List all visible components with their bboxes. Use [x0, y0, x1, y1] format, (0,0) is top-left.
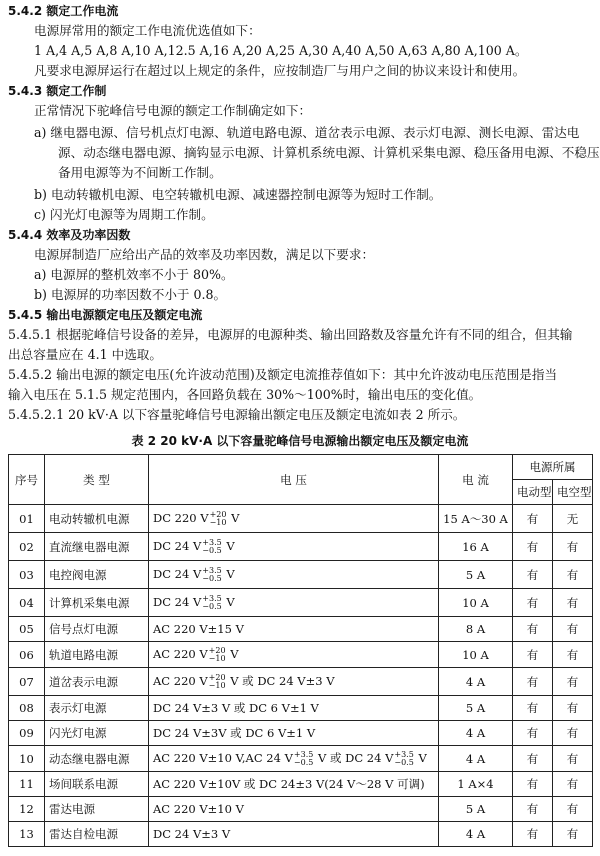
- table-row: [9, 746, 593, 772]
- table-row: [9, 533, 593, 561]
- output-voltage-current-table: [8, 454, 593, 847]
- cell-pneumatic: 有: [553, 721, 593, 746]
- voltage-mid: V 或 DC 24 V: [314, 751, 394, 765]
- tolerance-fraction: [294, 751, 313, 767]
- cell-type: 信号点灯电源: [45, 617, 149, 642]
- voltage-base: AC 220 V: [153, 674, 208, 688]
- cell-num: 02: [9, 533, 45, 561]
- section-5-4-3-item-a-line3: 备用电源等为不间断工作制。: [58, 165, 222, 180]
- voltage-suffix: V: [222, 566, 235, 581]
- voltage-suffix: V: [414, 751, 427, 765]
- tolerance-fraction: [209, 647, 226, 663]
- header-type: 类 型: [45, 455, 149, 505]
- cell-pneumatic: 有: [553, 797, 593, 822]
- cell-current: 15 A～30 A: [439, 505, 513, 533]
- cell-num: 11: [9, 772, 45, 797]
- cell-current: 5 A: [439, 797, 513, 822]
- cell-current: 5 A: [439, 561, 513, 589]
- voltage-base: DC 24 V: [153, 594, 202, 609]
- cell-voltage: AC 220 V±15 V: [149, 617, 439, 642]
- cell-electric: 有: [513, 561, 553, 589]
- table-caption: 表 2 20 kV·A 以下容量驼峰信号电源输出额定电压及额定电流: [131, 434, 469, 448]
- cell-num: 09: [9, 721, 45, 746]
- header-electric: 电动型: [513, 480, 553, 505]
- table-row: [9, 668, 593, 696]
- tolerance-lower: −10: [208, 681, 226, 690]
- cell-current: 8 A: [439, 617, 513, 642]
- table-row: [9, 772, 593, 797]
- cell-electric: 有: [513, 721, 553, 746]
- cell-voltage: [149, 505, 439, 533]
- tolerance-upper: +20: [208, 673, 226, 682]
- cell-type: 道岔表示电源: [45, 668, 149, 696]
- cell-num: 03: [9, 561, 45, 589]
- cell-electric: 有: [513, 533, 553, 561]
- voltage-base: AC 220 V: [153, 646, 208, 661]
- cell-num: 05: [9, 617, 45, 642]
- cell-electric: 有: [513, 589, 553, 617]
- cell-type: 直流继电器电源: [45, 533, 149, 561]
- section-5-4-5-2-line2: 输入电压在 5.1.5 规定范围内，各回路负载在 30%～100%时，输出电压的变化值。: [8, 387, 482, 402]
- voltage-base: DC 24 V: [153, 566, 202, 581]
- tolerance-fraction: [202, 539, 221, 555]
- table-body: [9, 505, 593, 847]
- cell-num: 06: [9, 642, 45, 668]
- voltage-base: DC 24 V: [153, 538, 202, 553]
- cell-electric: 有: [513, 642, 553, 668]
- table-row: [9, 561, 593, 589]
- header-pneumatic: 电空型: [553, 480, 593, 505]
- cell-num: 12: [9, 797, 45, 822]
- section-5-4-2-para1: 电源屏常用的额定工作电流优选值如下：: [34, 23, 261, 38]
- tolerance-upper: +3.5: [293, 750, 314, 759]
- section-5-4-2-values: 1 A,4 A,5 A,8 A,10 A,12.5 A,16 A,20 A,25 A,30 A,40 A,50 A,63 A,80 A,100 A。: [34, 43, 528, 58]
- cell-electric: 有: [513, 505, 553, 533]
- cell-voltage: DC 24 V±3 V: [149, 822, 439, 847]
- section-5-4-3-item-c: c) 闪光灯电源等为周期工作制。: [34, 207, 214, 222]
- header-current: 电 流: [439, 455, 513, 505]
- cell-current: 10 A: [439, 642, 513, 668]
- cell-pneumatic: 无: [553, 505, 593, 533]
- tolerance-upper: +3.5: [202, 593, 222, 603]
- tolerance-lower: −0.5: [202, 545, 222, 555]
- cell-electric: 有: [513, 746, 553, 772]
- cell-voltage: [149, 533, 439, 561]
- cell-voltage: AC 220 V±10 V: [149, 797, 439, 822]
- section-5-4-4-intro: 电源屏制造厂应给出产品的效率及功率因数，满足以下要求：: [34, 247, 375, 262]
- cell-pneumatic: 有: [553, 589, 593, 617]
- cell-num: 10: [9, 746, 45, 772]
- tolerance-lower: −0.5: [394, 758, 414, 767]
- cell-num: 08: [9, 696, 45, 721]
- section-5-4-5-2-1: 5.4.5.2.1 20 kV·A 以下容量驼峰信号电源输出额定电压及额定电流如表 2 所示。: [8, 407, 466, 422]
- cell-num: 01: [9, 505, 45, 533]
- tolerance-upper: +20: [209, 509, 227, 519]
- cell-current: 4 A: [439, 668, 513, 696]
- cell-type: 表示灯电源: [45, 696, 149, 721]
- section-5-4-4-item-a: a) 电源屏的整机效率不小于 80%。: [34, 267, 234, 282]
- tolerance-lower: −0.5: [202, 573, 222, 583]
- section-5-4-3-item-b: b) 电动转辙机电源、电空转辙机电源、减速器控制电源等为短时工作制。: [34, 187, 442, 202]
- voltage-base: DC 220 V: [153, 510, 209, 525]
- cell-type: 电控阀电源: [45, 561, 149, 589]
- cell-type: 场间联系电源: [45, 772, 149, 797]
- cell-voltage: [149, 746, 439, 772]
- cell-electric: 有: [513, 772, 553, 797]
- cell-type: 计算机采集电源: [45, 589, 149, 617]
- tolerance-fraction: [210, 511, 227, 527]
- cell-voltage: [149, 668, 439, 696]
- cell-pneumatic: 有: [553, 533, 593, 561]
- table-row: [9, 505, 593, 533]
- cell-current: 4 A: [439, 822, 513, 847]
- voltage-suffix: V: [222, 594, 235, 609]
- tolerance-fraction: [394, 751, 413, 767]
- table-row: [9, 617, 593, 642]
- cell-current: 5 A: [439, 696, 513, 721]
- cell-voltage: AC 220 V±10V 或 DC 24±3 V(24 V～28 V 可调): [149, 772, 439, 797]
- section-5-4-2-heading: 5.4.2 额定工作电流: [8, 4, 119, 18]
- cell-pneumatic: 有: [553, 696, 593, 721]
- table-row: [9, 721, 593, 746]
- cell-voltage: [149, 561, 439, 589]
- cell-voltage: [149, 642, 439, 668]
- section-5-4-4-heading: 5.4.4 效率及功率因数: [8, 228, 131, 242]
- cell-num: 07: [9, 668, 45, 696]
- section-5-4-3-intro: 正常情况下驼峰信号电源的额定工作制确定如下：: [34, 103, 312, 118]
- cell-pneumatic: 有: [553, 746, 593, 772]
- voltage-base: AC 220 V±10 V,AC 24 V: [153, 751, 293, 765]
- cell-electric: 有: [513, 617, 553, 642]
- tolerance-fraction: [202, 595, 221, 611]
- cell-current: 16 A: [439, 533, 513, 561]
- cell-num: 04: [9, 589, 45, 617]
- table-row: [9, 589, 593, 617]
- tolerance-lower: −0.5: [293, 758, 314, 767]
- cell-type: 雷达自检电源: [45, 822, 149, 847]
- cell-electric: 有: [513, 668, 553, 696]
- tolerance-upper: +3.5: [202, 565, 222, 575]
- table-row: [9, 822, 593, 847]
- section-5-4-5-heading: 5.4.5 输出电源额定电压及额定电流: [8, 308, 203, 322]
- section-5-4-3-item-a-line2: 源、动态继电器电源、摘钩显示电源、计算机系统电源、计算机采集电源、稳压备用电源、不稳压: [58, 145, 600, 160]
- tolerance-lower: −10: [208, 653, 226, 663]
- section-5-4-5-1-line2: 出总容量应在 4.1 中选取。: [8, 347, 162, 362]
- cell-voltage: [149, 589, 439, 617]
- table-row: [9, 797, 593, 822]
- section-5-4-4-item-b: b) 电源屏的功率因数不小于 0.8。: [34, 287, 227, 302]
- cell-pneumatic: 有: [553, 822, 593, 847]
- table-row: [9, 696, 593, 721]
- voltage-suffix: V 或 DC 24 V±3 V: [226, 674, 335, 688]
- section-5-4-5-2-line1: 5.4.5.2 输出电源的额定电压(允许波动范围)及额定电流推荐值如下：其中允许波动电压范围是指当: [8, 367, 558, 382]
- cell-electric: 有: [513, 822, 553, 847]
- voltage-suffix: V: [227, 510, 240, 525]
- cell-current: 1 A×4: [439, 772, 513, 797]
- tolerance-fraction: [209, 674, 226, 690]
- tolerance-fraction: [202, 567, 221, 583]
- section-5-4-5-1-line1: 5.4.5.1 根据驼峰信号设备的差异，电源屏的电源种类、输出回路数及容量允许有不同的组合，但其输: [8, 327, 573, 342]
- cell-type: 电动转辙机电源: [45, 505, 149, 533]
- voltage-suffix: V: [226, 646, 239, 661]
- tolerance-upper: +3.5: [202, 537, 222, 547]
- cell-num: 13: [9, 822, 45, 847]
- cell-type: 闪光灯电源: [45, 721, 149, 746]
- header-num: 序号: [9, 455, 45, 505]
- cell-pneumatic: 有: [553, 668, 593, 696]
- cell-pneumatic: 有: [553, 561, 593, 589]
- header-voltage: 电 压: [149, 455, 439, 505]
- cell-electric: 有: [513, 797, 553, 822]
- cell-electric: 有: [513, 696, 553, 721]
- tolerance-lower: −0.5: [202, 601, 222, 611]
- section-5-4-3-heading: 5.4.3 额定工作制: [8, 84, 107, 98]
- cell-pneumatic: 有: [553, 642, 593, 668]
- tolerance-lower: −10: [209, 517, 227, 527]
- cell-type: 雷达电源: [45, 797, 149, 822]
- cell-current: 4 A: [439, 746, 513, 772]
- cell-type: 轨道电路电源: [45, 642, 149, 668]
- header-belong: 电源所属: [513, 455, 593, 480]
- voltage-suffix: V: [222, 538, 235, 553]
- cell-pneumatic: 有: [553, 772, 593, 797]
- table-row: [9, 642, 593, 668]
- cell-voltage: DC 24 V±3V 或 DC 6 V±1 V: [149, 721, 439, 746]
- section-5-4-3-item-a-line1: a) 继电器电源、信号机点灯电源、轨道电路电源、道岔表示电源、表示灯电源、测长电源、雷达电: [34, 125, 580, 140]
- tolerance-upper: +20: [208, 645, 226, 655]
- cell-pneumatic: 有: [553, 617, 593, 642]
- cell-current: 10 A: [439, 589, 513, 617]
- cell-current: 4 A: [439, 721, 513, 746]
- section-5-4-2-para2: 凡要求电源屏运行在超过以上规定的条件，应按制造厂与用户之间的协议来设计和使用。: [34, 63, 526, 78]
- cell-voltage: DC 24 V±3 V 或 DC 6 V±1 V: [149, 696, 439, 721]
- cell-type: 动态继电器电源: [45, 746, 149, 772]
- tolerance-upper: +3.5: [394, 750, 414, 759]
